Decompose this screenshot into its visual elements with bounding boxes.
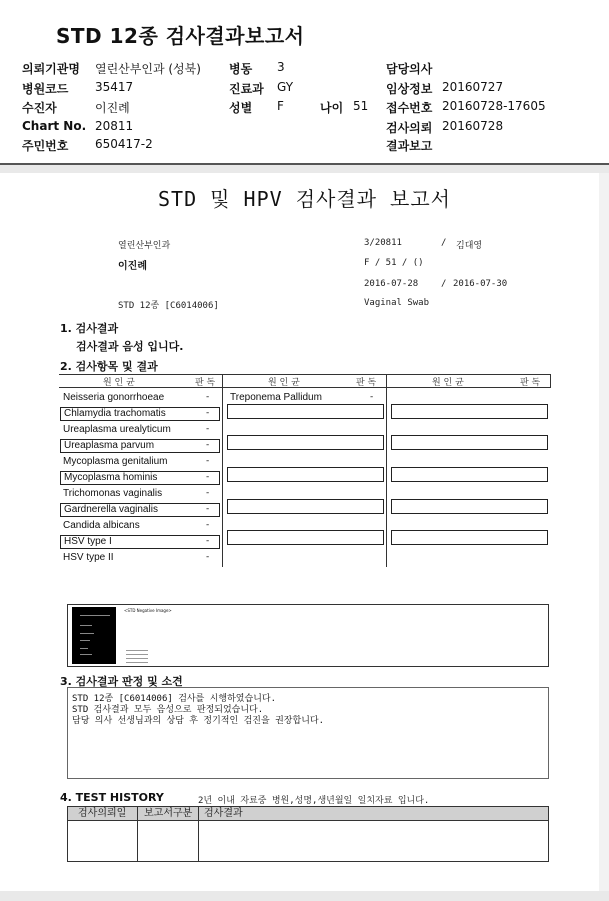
value-age: 51: [353, 99, 369, 113]
label-requesting-org: 의뢰기관명: [22, 62, 80, 76]
header-title: STD 12종 검사결과보고서: [56, 24, 305, 48]
organism-result: -: [206, 424, 210, 434]
organism-row: Neisseria gonorrhoeae: [63, 392, 165, 403]
section-1-title: 1. 검사결과: [60, 322, 119, 335]
result-image-panel: [67, 604, 549, 667]
table-divider: [550, 374, 551, 388]
organism-result: -: [206, 520, 210, 530]
negative-image: [72, 607, 116, 664]
value-ward: 3: [277, 60, 285, 74]
organism-result: -: [206, 392, 210, 402]
history-table: [67, 806, 549, 862]
label-result-report: 결과보고: [386, 139, 433, 153]
organism-result: -: [206, 440, 210, 450]
empty-result-box: [227, 467, 384, 482]
empty-result-box: [227, 404, 384, 419]
value-patient: 이진례: [95, 101, 130, 115]
head-organism-1: 원 인 균: [103, 378, 135, 388]
organism-row: Ureaplasma urealyticum: [63, 424, 171, 435]
label-department: 진료과: [229, 82, 264, 96]
opinion-box: [67, 687, 549, 779]
section-2-title: 2. 검사항목 및 결과: [60, 360, 158, 373]
organism-treponema: Treponema Pallidum: [230, 392, 322, 403]
organism-row: Chlamydia trachomatis: [60, 407, 220, 421]
page-gap: [0, 165, 609, 173]
history-header: [68, 807, 548, 821]
head-organism-2: 원 인 균: [268, 378, 300, 388]
head-judge-3: 판 독: [520, 378, 541, 388]
row-box-edge: [219, 535, 220, 549]
report-header: [0, 0, 609, 164]
info-date-received: 2016-07-28: [364, 279, 419, 289]
opinion-line-2: STD 검사결과 모두 음성으로 판정되었습니다.: [72, 705, 264, 715]
image-caption: <STD Negative Image>: [124, 608, 172, 613]
value-department: GY: [277, 80, 294, 94]
empty-result-box: [391, 435, 548, 450]
label-patient: 수진자: [22, 101, 57, 115]
result-summary: 검사결과 음성 입니다.: [76, 340, 184, 353]
empty-result-box: [227, 499, 384, 514]
organism-result: -: [206, 488, 210, 498]
label-chart-no: Chart No.: [22, 119, 87, 133]
history-col-date: 검사의뢰일: [78, 808, 127, 819]
page-bottom: [0, 891, 609, 901]
info-sex-age: F / 51 / (): [364, 258, 424, 268]
organism-result: -: [206, 504, 210, 514]
empty-result-box: [391, 499, 548, 514]
page-shadow: [599, 173, 609, 891]
report-page: [0, 173, 609, 901]
label-resident-no: 주민번호: [22, 139, 69, 153]
section-4-title: 4. TEST HISTORY: [60, 791, 164, 804]
organism-row: Candida albicans: [63, 520, 140, 531]
label-age: 나이: [320, 101, 344, 115]
opinion-line-1: STD 12종 [C6014006] 검사를 시행하였습니다.: [72, 694, 277, 704]
history-col-result: 검사결과: [204, 808, 243, 819]
empty-result-box: [227, 530, 384, 545]
head-judge-1: 판 독: [195, 378, 216, 388]
organism-row: Ureaplasma parvum: [60, 439, 220, 453]
label-sex: 성별: [229, 101, 253, 115]
head-organism-3: 원 인 균: [432, 378, 464, 388]
value-clinical-info: 20160727: [442, 80, 504, 94]
organism-row: Mycoplasma genitalium: [63, 456, 168, 467]
value-hospital-code: 35417: [95, 80, 134, 94]
table-divider: [222, 374, 223, 567]
info-patient: 이진례: [118, 261, 147, 272]
info-hospital: 열린산부인과: [118, 241, 171, 251]
result-treponema: -: [370, 392, 374, 402]
label-ward: 병동: [229, 62, 253, 76]
value-chart-no: 20811: [95, 119, 134, 133]
info-chart-doctor: 3/20811: [364, 238, 402, 248]
organism-result: -: [206, 536, 210, 546]
label-test-request: 검사의뢰: [386, 121, 433, 135]
organism-row: HSV type II: [63, 552, 114, 563]
organism-row: HSV type I: [60, 535, 220, 549]
info-slash-2: /: [441, 279, 447, 289]
value-receipt-no: 20160728-17605: [442, 99, 546, 113]
empty-result-box: [391, 530, 548, 545]
info-date-reported: 2016-07-30: [453, 279, 508, 289]
empty-result-box: [227, 435, 384, 450]
head-judge-2: 판 독: [356, 378, 377, 388]
row-box-edge: [219, 439, 220, 453]
info-test-name: STD 12종 [C6014006]: [118, 301, 219, 311]
row-box-edge: [219, 407, 220, 421]
organism-result: -: [206, 408, 210, 418]
report-title: STD 및 HPV 검사결과 보고서: [158, 187, 451, 211]
info-slash: /: [441, 238, 447, 248]
history-col-type: 보고서구분: [144, 808, 193, 819]
organism-result: -: [206, 552, 210, 562]
organism-row: Trichomonas vaginalis: [63, 488, 163, 499]
table-divider: [386, 374, 387, 567]
organism-row: Gardnerella vaginalis: [60, 503, 220, 517]
label-receipt-no: 접수번호: [386, 101, 433, 115]
info-doctor: 김대영: [456, 241, 483, 251]
organism-result: -: [206, 472, 210, 482]
label-hospital-code: 병원코드: [22, 82, 69, 96]
empty-result-box: [391, 404, 548, 419]
value-sex: F: [277, 99, 284, 113]
empty-result-box: [391, 467, 548, 482]
value-test-request: 20160728: [442, 119, 504, 133]
label-clinical-info: 임상정보: [386, 82, 433, 96]
value-requesting-org: 열린산부인과 (성북): [95, 62, 201, 76]
organism-result: -: [206, 456, 210, 466]
organism-row: Mycoplasma hominis: [60, 471, 220, 485]
opinion-line-3: 담당 의사 선생님과의 상담 후 정기적인 검진을 권장합니다.: [72, 716, 325, 726]
row-box-edge: [219, 503, 220, 517]
history-note: 2년 이내 자료중 병원,성명,생년월일 일치자료 입니다.: [198, 796, 430, 806]
row-box-edge: [219, 471, 220, 485]
value-resident-no: 650417-2: [95, 137, 153, 151]
section-3-title: 3. 검사결과 판정 및 소견: [60, 675, 183, 688]
label-doctor: 담당의사: [386, 62, 433, 76]
info-specimen: Vaginal Swab: [364, 298, 430, 308]
